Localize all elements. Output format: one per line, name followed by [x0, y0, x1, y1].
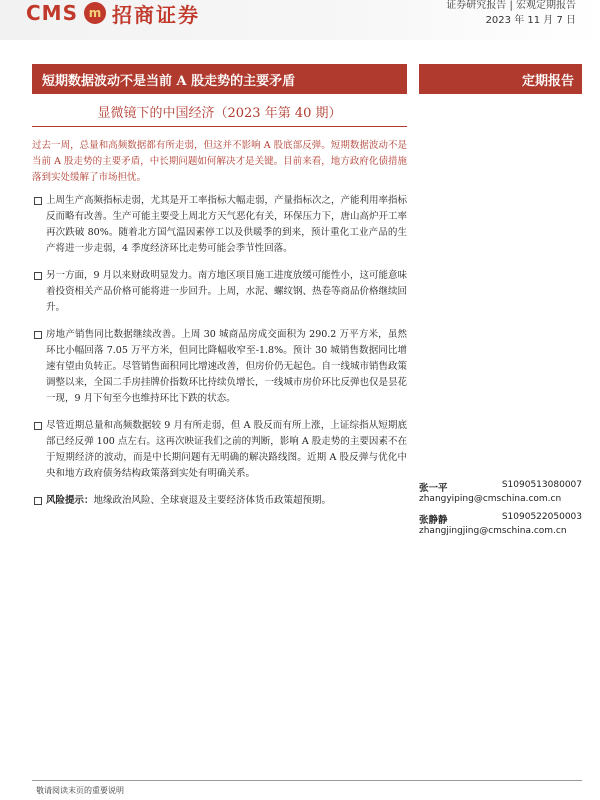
- analyst-license: S1090522050003: [501, 512, 582, 522]
- footer-divider: [32, 780, 582, 781]
- analyst-name: 张一平: [419, 483, 448, 494]
- analyst-license: S1090513080007: [501, 480, 582, 490]
- analyst-row: [419, 512, 582, 526]
- report-subtitle: 显微镜下的中国经济（2023 年第 40 期）: [97, 106, 342, 121]
- analyst-panel: [419, 480, 582, 544]
- square-bullet-icon: [34, 422, 42, 430]
- square-bullet-icon: [34, 272, 42, 280]
- analyst-email[interactable]: zhangyiping@cmschina.com.cn: [419, 494, 562, 504]
- footer-note: 敬请阅读末页的重要说明: [36, 786, 124, 795]
- logo-text-en: CMS: [26, 1, 78, 25]
- report-date: 2023 年 11 月 7 日: [485, 15, 576, 26]
- logo-text-cn: 招商证券: [111, 2, 200, 27]
- risk-label: 风险提示：: [46, 495, 94, 506]
- summary-paragraph: 过去一周，总量和高频数据都有所走弱，但这并不影响 A 股底部反弹。短期数据波动不是当前 A 股走势的主要矛盾，中长期问题如何解决才是关键。目前来看，地方政府化债措施落到实处缓解了市场担忧。: [32, 140, 407, 183]
- bullet-text: 另一方面，9 月以来财政明显发力。南方地区项目施工进度放缓可能性小，这可能意味着投资相关产品价格可能将进一步回升。上周，水泥、螺纹钢、热卷等商品价格继续回升。: [46, 270, 408, 313]
- report-title: 短期数据波动不是当前 A 股走势的主要矛盾: [42, 74, 296, 89]
- bullet-item: [32, 268, 407, 316]
- bullet-list: [32, 193, 407, 520]
- cms-logo: [26, 0, 200, 26]
- square-bullet-icon: [34, 331, 42, 339]
- square-bullet-icon: [34, 497, 42, 505]
- bullet-text: 房地产销售同比数据继续改善。上周 30 城商品房成交面积为 290.2 万平方米，虽然环比小幅回落 7.05 万平方米，但同比降幅收窄至-1.8%。预计 30 城销售数据同比增速有望由负转正。尽管销售面积同比增速改善，但房价仍无起色。自一线城市销售政策调整以来，全国二手房挂牌价指数环比持续负增长，一线城市房价环比反弹也仅是昙花一现，9 月下旬至今也维持环比下跌的状态。: [46, 329, 408, 404]
- square-bullet-icon: [34, 197, 42, 205]
- side-label-bar: [419, 64, 582, 94]
- risk-text: 地缘政治风险、全球衰退及主要经济体货币政策超预期。: [93, 495, 332, 506]
- analyst-name: 张静静: [419, 515, 448, 526]
- analyst-row: [419, 480, 582, 494]
- divider: [32, 126, 407, 127]
- bullet-item: [32, 193, 407, 257]
- bullet-text: 尽管近期总量和高频数据较 9 月有所走弱，但 A 股反而有所上涨，上证综指从短期底部已经反弹 100 点左右。这再次映证我们之前的判断，影响 A 股走势的主要因素不在于短期经济的波动，而是中长期问题有无明确的解决路线图。近期 A 股反弹与优化中央和地方政府债务结构政策落到实处有明确关系。: [46, 420, 407, 479]
- side-label: 定期报告: [521, 74, 574, 89]
- title-bar: [32, 64, 407, 94]
- bullet-item: [32, 327, 407, 407]
- logo-mark-icon: m: [84, 2, 106, 24]
- page-header: [0, 0, 600, 40]
- risk-text-wrap: [46, 493, 407, 509]
- report-type: 证券研究报告 | 宏观定期报告: [446, 0, 576, 11]
- risk-item: [32, 493, 407, 509]
- analyst-email[interactable]: zhangjingjing@cmschina.com.cn: [419, 526, 567, 536]
- bullet-text: 上周生产高频指标走弱，尤其是开工率指标大幅走弱，产量指标次之，产能利用率指标反而略有改善。生产可能主要受上周北方天气恶化有关，环保压力下，唐山高炉开工率再次跌破 80%。随着北方国气温因素停工以及供暖季的到来，预计重化工业产品的生产将进一步走弱，4 季度经济环比走势可能会季节性回落。: [46, 195, 408, 254]
- bullet-item: [32, 418, 407, 482]
